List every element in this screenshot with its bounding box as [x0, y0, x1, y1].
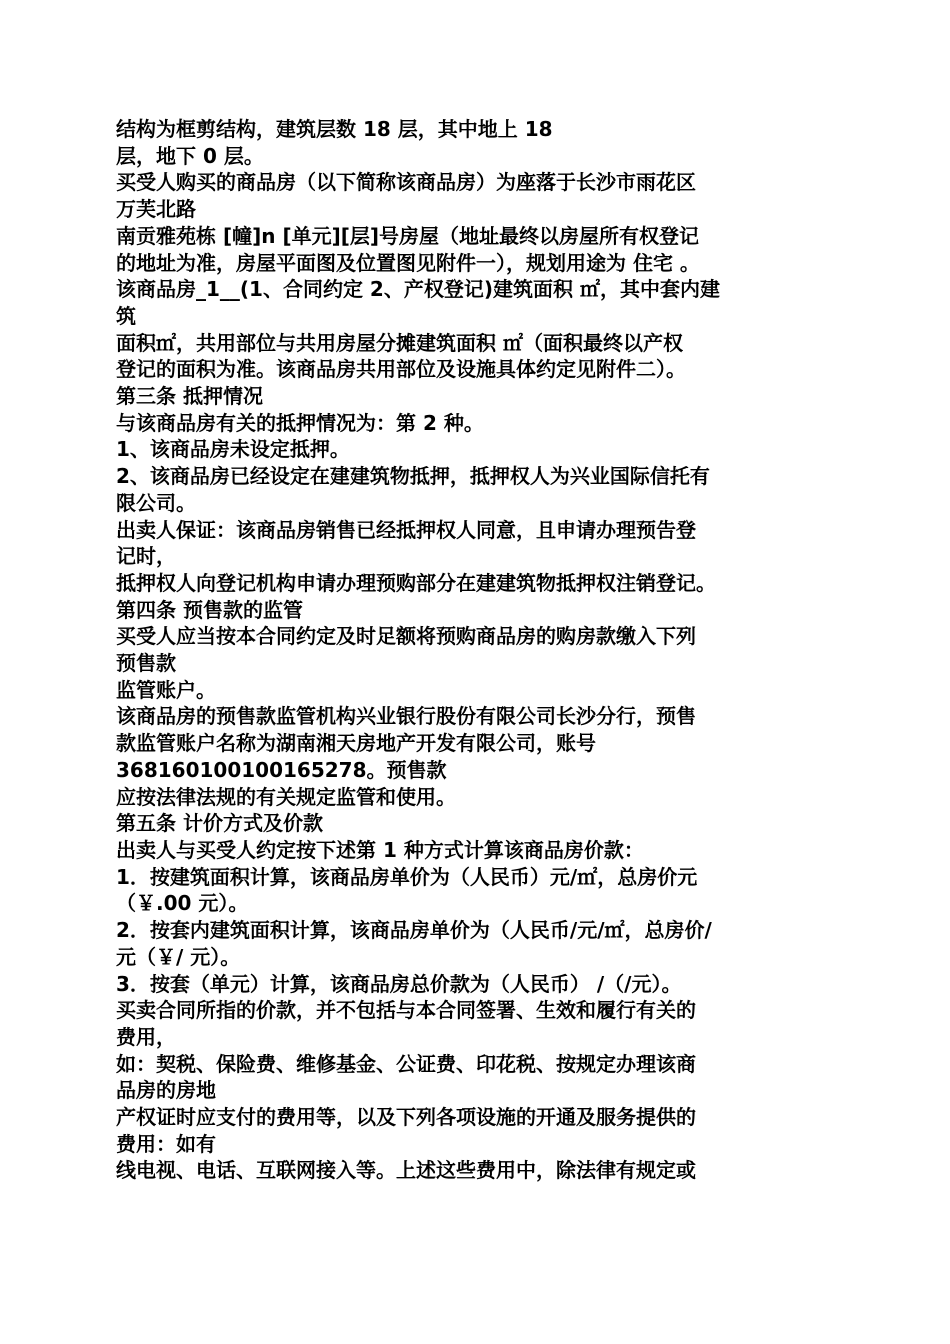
text-line: （￥.00 元）。: [116, 891, 249, 916]
text-line: 3．按套（单元）计算，该商品房总价款为（人民币） /（/元）。: [116, 971, 682, 996]
text-line: 筑: [116, 303, 136, 328]
section-heading: 第四条 预售款的监管: [116, 597, 303, 622]
text-line: 买受人购买的商品房（以下简称该商品房）为座落于长沙市雨花区: [116, 170, 696, 195]
text-line: 层，地下 0 层。: [116, 143, 264, 168]
text-line: 元（￥/ 元）。: [116, 944, 241, 969]
text-line: 与该商品房有关的抵押情况为：第 2 种。: [116, 410, 484, 435]
text-line: 抵押权人向登记机构申请办理预购部分在建建筑物抵押权注销登记。: [116, 570, 716, 595]
text-line: 该商品房_1__(1、合同约定 2、产权登记)建筑面积 ㎡，其中套内建: [116, 277, 720, 302]
text-line: 款监管账户名称为湖南湘天房地产开发有限公司，账号: [116, 731, 596, 756]
text-line: 应按法律法规的有关规定监管和使用。: [116, 784, 456, 809]
text-line: 记时，: [116, 544, 176, 569]
section-heading: 第三条 抵押情况: [116, 384, 263, 409]
document-body: [116, 116, 841, 1184]
text-line: 监管账户。: [116, 677, 216, 702]
text-line: 2．按套内建筑面积计算，该商品房单价为（人民币/元/㎡，总房价/: [116, 918, 712, 943]
text-line: 万芙北路: [116, 197, 196, 222]
text-line: 线电视、电话、互联网接入等。上述这些费用中，除法律有规定或: [116, 1158, 696, 1183]
text-line: 结构为框剪结构，建筑层数 18 层，其中地上 18: [116, 117, 553, 141]
text-line: 登记的面积为准。该商品房共用部位及设施具体约定见附件二）。: [116, 357, 686, 382]
text-line: 1、该商品房未设定抵押。: [116, 437, 350, 462]
text-line: 如：契税、保险费、维修基金、公证费、印花税、按规定办理该商: [116, 1051, 696, 1076]
text-line: 面积㎡，共用部位与共用房屋分摊建筑面积 ㎡（面积最终以产权: [116, 330, 683, 355]
text-line: 费用：如有: [116, 1131, 216, 1156]
text-line: 2、该商品房已经设定在建建筑物抵押，抵押权人为兴业国际信托有: [116, 464, 710, 489]
text-line: 出卖人与买受人约定按下述第 1 种方式计算该商品房价款：: [116, 837, 644, 862]
text-line: 预售款: [116, 651, 176, 676]
text-line: 买卖合同所指的价款，并不包括与本合同签署、生效和履行有关的: [116, 998, 696, 1023]
text-line: 368160100100165278。预售款: [116, 757, 447, 782]
text-line: 南贡雅苑栋 [幢]n [单元][层]号房屋（地址最终以房屋所有权登记: [116, 223, 700, 248]
text-line: 费用，: [116, 1024, 176, 1049]
text-line: 产权证时应支付的费用等，以及下列各项设施的开通及服务提供的: [116, 1105, 696, 1130]
text-line: 限公司。: [116, 490, 196, 515]
text-line: 该商品房的预售款监管机构兴业银行股份有限公司长沙分行，预售: [116, 704, 696, 729]
text-line: 品房的房地: [116, 1078, 216, 1103]
text-line: 买受人应当按本合同约定及时足额将预购商品房的购房款缴入下列: [116, 624, 696, 649]
text-line: 的地址为准，房屋平面图及位置图见附件一），规划用途为 住宅 。: [116, 250, 700, 275]
text-line: 1．按建筑面积计算，该商品房单价为（人民币）元/㎡，总房价元: [116, 864, 698, 889]
section-heading: 第五条 计价方式及价款: [116, 811, 323, 836]
text-line: 出卖人保证：该商品房销售已经抵押权人同意，且申请办理预告登: [116, 517, 696, 542]
